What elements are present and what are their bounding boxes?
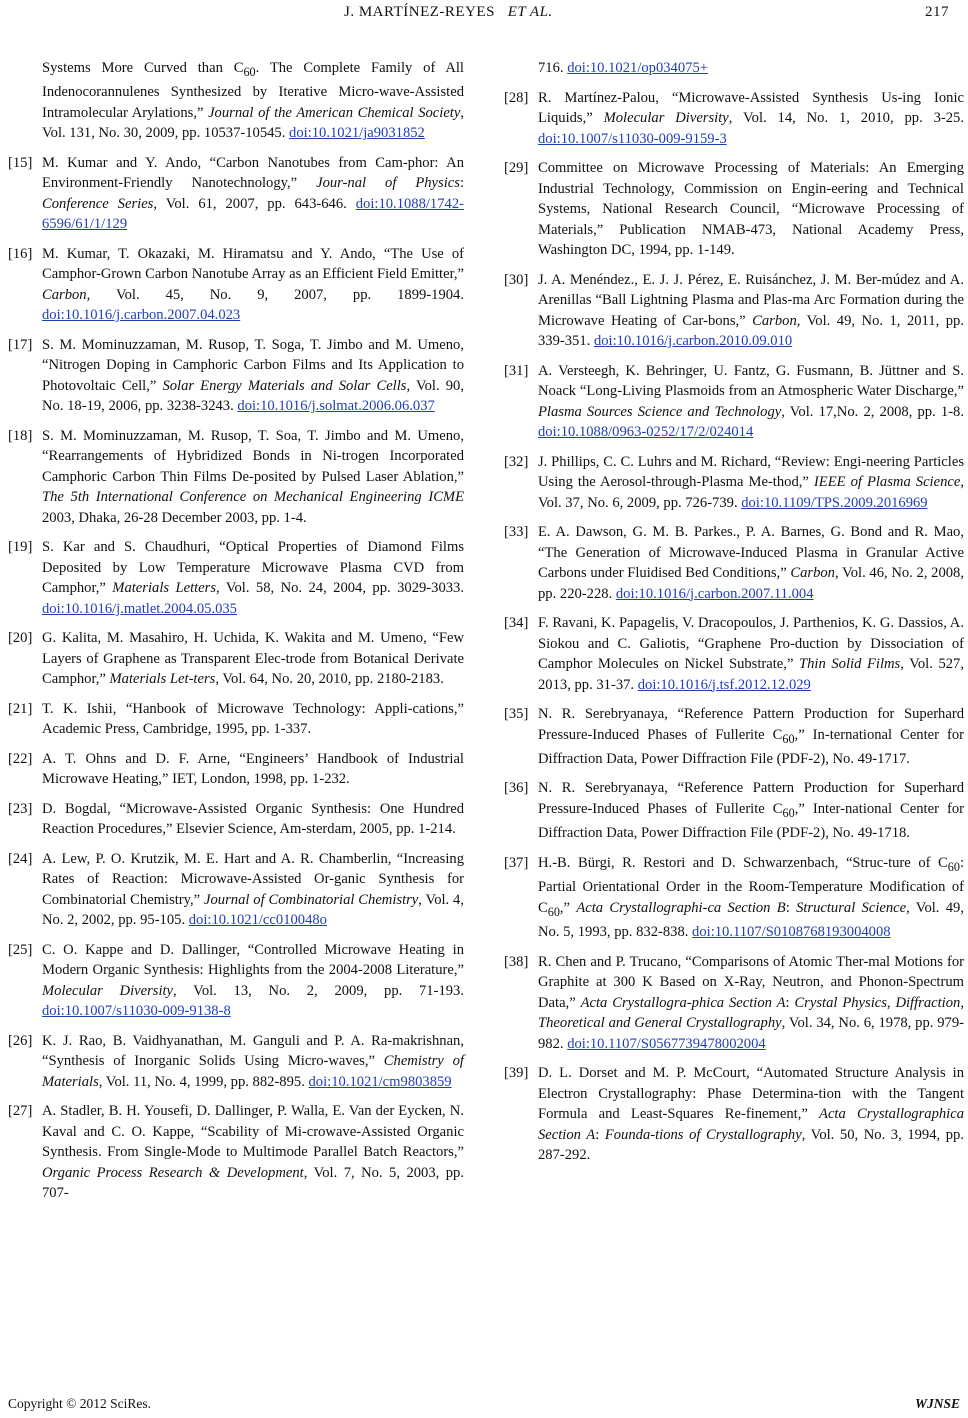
journal-title: Acta Crystallographica Section A: [538, 1106, 964, 1143]
journal-title: Journal of Combinatorial Chemistry: [204, 891, 419, 908]
reference-text: ,” Inter-national Center for Diffraction Data, Power Diffraction File (PDF-2), No. 49-1718.: [538, 800, 964, 842]
reference-text: : Partial Orientational Order in the Room-Temperature Modification of C: [538, 854, 964, 916]
subscript: 60: [947, 859, 960, 874]
reference-text: G. Kalita, M. Masahiro, H. Uchida, K. Wakita and M. Umeno, “Few Layers of Graphene as Transparent Elec-trode from Botanical Derivate Camphor,”: [42, 630, 464, 688]
page-number: 217: [925, 4, 949, 20]
doi-link[interactable]: doi:10.1007/s11030-009-9138-8: [42, 1003, 231, 1020]
reference-text: . The Complete Family of All Indenocorannulenes Synthesized by Iterative Micro-wave-Assisted Intramolecular Arylations,”: [42, 60, 464, 121]
reference-entry: [8, 940, 464, 1022]
reference-text: , Vol. 49, No. 5, 1993, pp. 832-838.: [538, 899, 964, 941]
reference-entry: [504, 452, 964, 514]
reference-text: F. Ravani, K. Papagelis, V. Dracopoulos, J. Parthenios, K. G. Dassios, A. Siokou and C. Galiotis, “Graphene Pro-duction by Dissociation of Camphor Molecules on Nickel Substrate,”: [538, 615, 964, 672]
subscript: 60: [547, 904, 560, 919]
reference-text: Committee on Microwave Processing of Materials: An Emerging Industrial Technology, Commission on Engin-eering and Technical Systems, National Research Council, “Microwave Processing of Materials,” Publication NMAB-473, National Academy Press, Washington DC, 1994, pp. 1-149.: [538, 160, 964, 258]
reference-entry: [8, 244, 464, 326]
running-header: [0, 4, 968, 28]
doi-link[interactable]: doi:10.1007/s11030-009-9159-3: [538, 130, 727, 147]
reference-text: , Vol. 37, No. 6, 2009, pp. 726-739.: [538, 474, 964, 511]
doi-link[interactable]: doi:10.1016/j.carbon.2010.09.010: [593, 333, 793, 349]
reference-text: Systems More Curved than C: [42, 60, 244, 76]
reference-number: [26]: [8, 1032, 33, 1049]
reference-number: [21]: [8, 700, 33, 717]
doi-link[interactable]: doi:10.1016/j.carbon.2007.11.004: [615, 585, 814, 602]
reference-text: , Vol. 527, 2013, pp. 31-37.: [538, 656, 964, 693]
reference-entry: [8, 537, 464, 619]
reference-text: , Vol. 50, No. 3, 1994, pp. 287-292.: [538, 1126, 964, 1164]
reference-entry: [504, 88, 964, 150]
reference-text: ,: [960, 994, 964, 1011]
journal-title: Carbon: [752, 312, 797, 329]
page-footer: [0, 1396, 968, 1416]
reference-text: K. J. Rao, B. Vaidhyanathan, M. Ganguli and P. A. Ra-makrishnan, “Synthesis of Inorganic Solids Using Micro-waves,”: [42, 1032, 464, 1070]
reference-entry: [504, 952, 964, 1055]
reference-entry: [8, 849, 464, 931]
reference-text: A. T. Ohns and D. F. Arne, “Engineers’ Handbook of Industrial Microwave Heating,” IET, London, 1998, pp. 1-232.: [42, 750, 464, 788]
reference-text: M. Kumar and Y. Ando, “Carbon Nanotubes from Cam-phor: An Environment-Friendly Nanotechnology,”: [42, 154, 464, 192]
running-title: J. MARTÍNEZ-REYES ET AL.: [344, 4, 553, 20]
reference-number: [19]: [8, 539, 33, 556]
reference-entry: [8, 749, 464, 790]
reference-number: [17]: [8, 336, 33, 353]
reference-text: N. R. Serebryanaya, “Reference Pattern Production for Superhard Pressure-Induced Phases of Fullerite C: [538, 706, 964, 743]
reference-entry: [504, 778, 964, 843]
reference-entry: [8, 1031, 464, 1093]
journal-title: Structural Science: [796, 899, 907, 916]
doi-link[interactable]: doi:10.1016/j.carbon.2007.04.023: [42, 307, 241, 324]
journal-title: Plasma Sources Science and Technology: [538, 403, 782, 420]
reference-entry: [504, 1063, 964, 1166]
reference-number: [37]: [504, 854, 529, 871]
doi-link[interactable]: doi:10.1107/S0567739478002004: [567, 1035, 766, 1052]
reference-number: [36]: [504, 780, 529, 797]
journal-title: Organic Process Research & Development: [42, 1164, 304, 1181]
reference-text: , Vol. 61, 2007, pp. 643-646.: [153, 195, 356, 212]
reference-number: [35]: [504, 706, 529, 722]
reference-entry: [8, 699, 464, 740]
reference-number: [38]: [504, 953, 529, 970]
reference-number: [39]: [504, 1065, 529, 1082]
reference-continuation: [8, 58, 464, 144]
journal-title: Diffraction: [895, 994, 961, 1011]
doi-link[interactable]: doi:10.1088/0963-0252/17/2/024014: [538, 424, 754, 440]
reference-text: A. Lew, P. O. Krutzik, M. E. Hart and A. R. Chamberlin, “Increasing Rates of Reaction: Microwave-Assisted Or-ganic Synthesis for Combinatorial Chemistry,”: [42, 850, 464, 908]
reference-entry: [504, 704, 964, 769]
reference-continuation: [504, 58, 964, 79]
reference-text: , Vol. 7, No. 5, 2003, pp. 707-: [42, 1164, 464, 1202]
reference-text: R. Chen and P. Trucano, “Comparisons of Atomic Ther-mal Motions for Graphite at 300 K Based on X-Ray, Neutron, and Phonon-Spectrum Data,”: [538, 953, 964, 1011]
reference-entry: [504, 613, 964, 695]
journal-title: Carbon: [790, 565, 835, 581]
journal-title: Founda-tions of Crystallography: [604, 1126, 802, 1143]
reference-entry: [504, 158, 964, 261]
doi-link[interactable]: doi:10.1021/cc010048o: [188, 912, 327, 929]
doi-link[interactable]: doi:10.1021/ja9031852: [289, 125, 425, 142]
journal-title: Chemistry of Materials: [42, 1053, 464, 1090]
journal-title: Carbon: [42, 286, 87, 303]
reference-number: [24]: [8, 850, 33, 867]
reference-text: D. L. Dorset and M. P. McCourt, “Automated Structure Analysis in Electron Crystallography: Phase Determina-tion with the Tangent Formula and Least-Squares Re-finement,”: [538, 1065, 964, 1123]
journal-title: Acta Crystallogra-phica Section A: [580, 994, 786, 1011]
doi-link[interactable]: doi:10.1109/TPS.2009.2016969: [741, 494, 928, 511]
reference-text: , Vol. 11, No. 4, 1999, pp. 882-895.: [98, 1073, 309, 1090]
reference-number: [22]: [8, 750, 33, 767]
journal-title: Crystal Physics: [794, 994, 887, 1011]
reference-text: , Vol. 49, No. 1, 2011, pp. 339-351.: [538, 312, 964, 349]
doi-link[interactable]: doi:10.1016/j.tsf.2012.12.029: [637, 676, 811, 693]
reference-entry: [504, 522, 964, 604]
journal-title: Molecular Diversity: [603, 110, 729, 126]
reference-text: T. K. Ishii, “Hanbook of Microwave Technology: Appli-cations,” Academic Press, Cambridge, 1995, pp. 1-337.: [42, 700, 464, 738]
reference-text: 716.: [538, 60, 568, 76]
doi-link[interactable]: doi:10.1021/op034075+: [567, 60, 708, 76]
doi-link[interactable]: doi:10.1107/S0108768193004008: [692, 924, 891, 941]
journal-title: Theoretical and General Crystallography: [538, 1015, 782, 1032]
reference-entry: [504, 270, 964, 352]
reference-text: 2003, Dhaka, 26-28 December 2003, pp. 1-4.: [42, 509, 307, 526]
reference-text: J. Phillips, C. C. Luhrs and M. Richard, “Review: Engi-neering Particles Using the Aerosol-through-Plasma Me-thod,”: [538, 453, 964, 490]
reference-entry: [8, 799, 464, 840]
reference-entry: [8, 153, 464, 235]
reference-text: S. M. Mominuzzaman, M. Rusop, T. Soga, T. Jimbo and M. Umeno, “Nitrogen Doping in Camphoric Carbon Films and Its Application to Photovoltaic Cell,”: [42, 336, 464, 394]
subscript: 60: [782, 731, 795, 746]
reference-text: ,” In-ternational Center for Diffraction Data, Power Diffraction File (PDF-2), No. 49-1717.: [538, 726, 965, 767]
journal-abbreviation: WJNSE: [914, 1396, 960, 1411]
reference-number: [27]: [8, 1103, 33, 1120]
reference-entry: [8, 1101, 464, 1204]
doi-link[interactable]: doi:10.1088/1742-6596/61/1/129: [42, 195, 464, 233]
reference-number: [34]: [504, 615, 529, 631]
journal-title: Materials Letters: [112, 580, 217, 597]
reference-text: , Vol. 90, No. 18-19, 2006, pp. 3238-3243.: [42, 377, 464, 415]
reference-text: S. Kar and S. Chaudhuri, “Optical Properties of Diamond Films Deposited by Low Temperature Microwave Plasma CVD from Camphor,”: [42, 539, 464, 597]
reference-text: E. A. Dawson, G. M. B. Parkes., P. A. Barnes, G. Bond and R. Mao, “The Generation of Microwave-Induced Plasma in Granular Active Carbons under Fluidised Bed Conditions,”: [538, 524, 964, 581]
reference-text: ,: [886, 994, 896, 1011]
reference-text: , Vol. 4, No. 2, 2002, pp. 95-105.: [42, 891, 465, 929]
journal-title: Thin Solid Films: [799, 656, 901, 672]
reference-number: [16]: [8, 245, 33, 262]
copyright-notice: Copyright © 2012 SciRes.: [8, 1396, 152, 1411]
journal-title: The 5th International Conference on Mechanical Engineering ICME: [42, 489, 464, 506]
running-title-etal: ET AL.: [507, 4, 553, 20]
left-column: [8, 58, 464, 1213]
subscript: 60: [782, 805, 795, 820]
subscript: 60: [243, 64, 256, 79]
reference-number: [25]: [8, 941, 33, 958]
reference-text: , Vol. 13, No. 2, 2009, pp. 71-193.: [173, 982, 464, 999]
reference-text: , Vol. 46, No. 2, 2008, pp. 220-228.: [538, 565, 965, 602]
reference-text: N. R. Serebryanaya, “Reference Pattern Production for Superhard Pressure-Induced Phases of Fullerite C: [538, 780, 964, 817]
reference-entry: [8, 628, 464, 690]
reference-text: M. Kumar, T. Okazaki, M. Hiramatsu and Y. Ando, “The Use of Camphor-Grown Carbon Nanotube Array as an Efficient Field Emitter,”: [42, 245, 464, 283]
reference-number: [18]: [8, 427, 33, 444]
reference-number: [31]: [504, 362, 529, 379]
doi-link[interactable]: doi:10.1016/j.matlet.2004.05.035: [42, 600, 237, 617]
doi-link[interactable]: doi:10.1021/cm9803859: [308, 1073, 452, 1090]
reference-text: :: [785, 994, 795, 1011]
reference-number: [28]: [504, 89, 529, 106]
reference-entry: [504, 853, 964, 943]
reference-number: [30]: [504, 271, 529, 288]
reference-text: D. Bogdal, “Microwave-Assisted Organic Synthesis: One Hundred Reaction Procedures,” Elsevier Science, Am-sterdam, 2005, pp. 1-214.: [42, 800, 464, 838]
journal-title: IEEE of Plasma Science: [813, 474, 961, 490]
journal-title: Acta Crystallographi-ca Section B: [576, 899, 786, 916]
reference-text: R. Martínez-Palou, “Microwave-Assisted Synthesis Us-ing Ionic Liquids,”: [538, 89, 964, 126]
reference-number: [23]: [8, 800, 33, 817]
reference-text: , Vol. 58, No. 24, 2004, pp. 3029-3033.: [216, 580, 464, 597]
reference-text: J. A. Menéndez., E. J. J. Pérez, E. Ruisánchez, J. M. Ber-múdez and A. Arenillas “Ball Lightning Plasma and Plas-ma Arc Formation during the Microwave Heating of Car-bons,”: [538, 271, 964, 329]
reference-text: A. Stadler, B. H. Yousefi, D. Dallinger, P. Walla, E. Van der Eycken, N. Kaval and C. O. Kappe, “Scability of Mi-crowave-Assisted Organic Synthesis. From Single-Mode to Multimode Parallel Batch Reactors,”: [42, 1103, 464, 1161]
reference-text: , Vol. 131, No. 30, 2009, pp. 10537-10545.: [42, 104, 464, 142]
reference-text: A. Versteegh, K. Behringer, U. Fantz, G. Fusmann, B. Jüttner and S. Noack “Long-Living Plasmoids from an Atmospheric Water Discharge,”: [538, 362, 964, 399]
reference-text: , Vol. 45, No. 9, 2007, pp. 1899-1904.: [86, 286, 464, 303]
reference-number: [15]: [8, 154, 33, 171]
journal-title: Conference Series: [42, 195, 154, 212]
reference-entry: [8, 426, 464, 529]
right-column: [504, 58, 964, 1175]
reference-number: [29]: [504, 160, 529, 176]
reference-number: [20]: [8, 630, 33, 647]
reference-text: :: [785, 899, 797, 916]
journal-title: Solar Energy Materials and Solar Cells: [162, 377, 407, 394]
reference-text: ,”: [559, 899, 577, 916]
reference-text: S. M. Mominuzzaman, M. Rusop, T. Soa, T. Jimbo and M. Umeno, “Rearrangements of Hybridized Bonds in Ni-trogen Incorporated Camphoric Carbon Thin Films De-posited by Pulsed Laser Ablation,”: [42, 427, 464, 485]
reference-text: H.-B. Bürgi, R. Restori and D. Schwarzenbach, “Struc-ture of C: [538, 854, 948, 871]
reference-text: :: [595, 1126, 605, 1143]
reference-text: , Vol. 14, No. 1, 2010, pp. 3-25.: [728, 110, 964, 126]
reference-text: , Vol. 64, No. 20, 2010, pp. 2180-2183.: [215, 671, 444, 688]
reference-text: C. O. Kappe and D. Dallinger, “Controlled Microwave Heating in Modern Organic Synthesis: Highlights from the 2004-2008 Literature,”: [42, 941, 464, 979]
reference-entry: [504, 361, 964, 443]
reference-number: [33]: [504, 524, 529, 540]
journal-title: Materials Let-ters: [109, 671, 216, 688]
doi-link[interactable]: doi:10.1016/j.solmat.2006.06.037: [237, 398, 435, 415]
reference-number: [32]: [504, 453, 529, 470]
reference-text: :: [459, 175, 464, 192]
reference-entry: [8, 335, 464, 417]
journal-title: Jour-nal of Physics: [316, 175, 460, 192]
reference-text: , Vol. 34, No. 6, 1978, pp. 979-982.: [538, 1015, 964, 1052]
journal-title: Journal of the American Chemical Society: [208, 104, 461, 121]
reference-text: , Vol. 17,No. 2, 2008, pp. 1-8.: [781, 403, 965, 420]
journal-title: Molecular Diversity: [42, 982, 174, 999]
